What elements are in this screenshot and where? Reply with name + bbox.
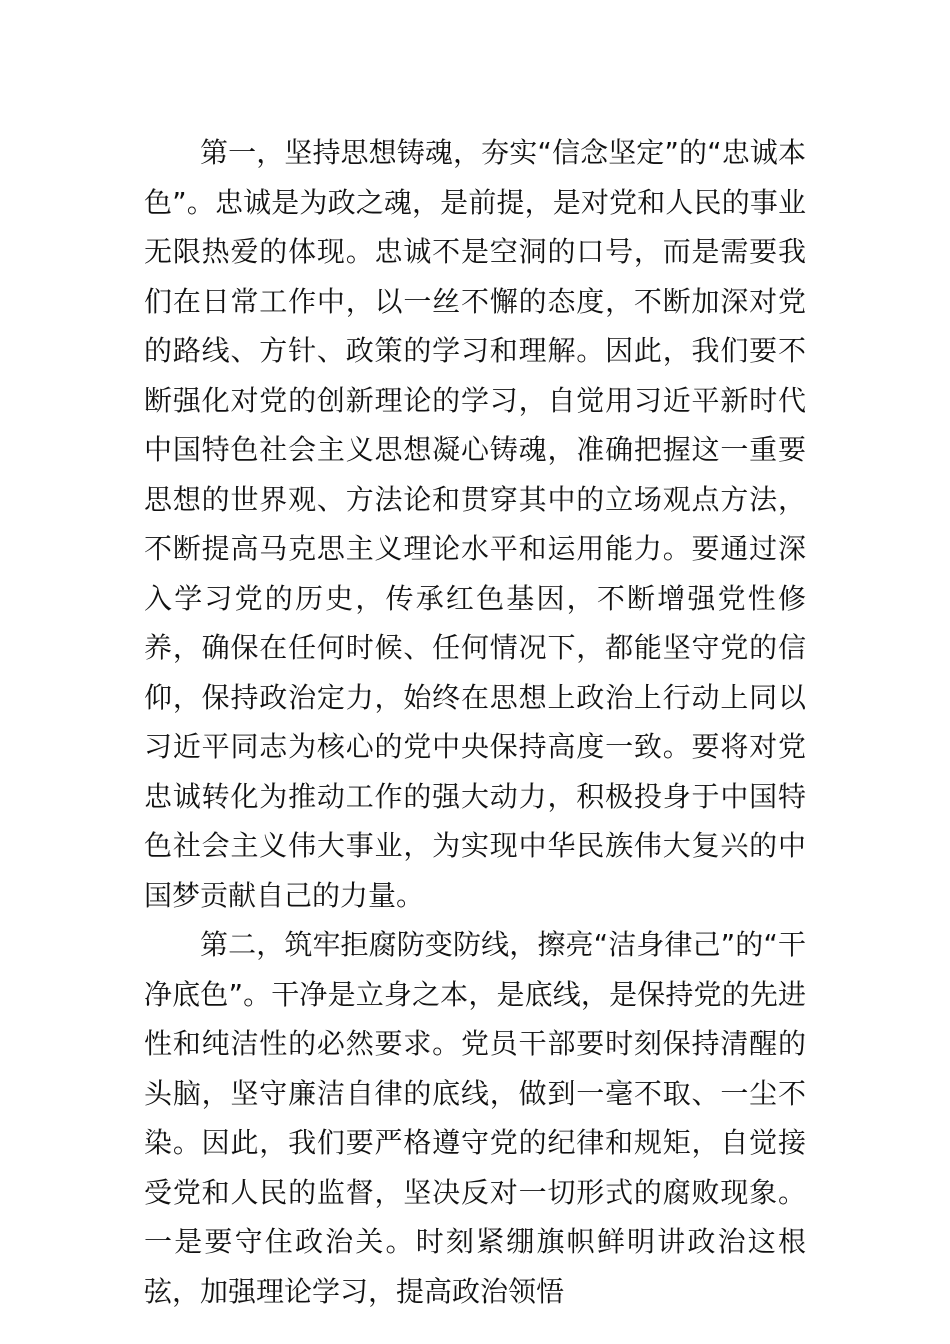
paragraph-2: 第二，筑牢拒腐防变防线，擦亮“洁身律己”的“干净底色”。干净是立身之本，是底线，是保持党的先进性和纯洁性的必然要求。党员干部要时刻保持清醒的头脑，坚守廉洁自律的底线，做到一毫不取、一尘不染。因此，我们要严格遵守党的纪律和规矩，自觉接受党和人民的监督，坚决反对一切形式的腐败现象。一是要守住政治关。时刻紧绷旗帜鲜明讲政治这根弦，加强理论学习，提高政治领悟 [144, 928, 806, 1308]
paragraph-1: 第一，坚持思想铸魂，夯实“信念坚定”的“忠诚本色”。忠诚是为政之魂，是前提，是对党和人民的事业无限热爱的体现。忠诚不是空洞的口号，而是需要我们在日常工作中，以一丝不懈的态度，不断加深对党的路线、方针、政策的学习和理解。因此，我们要不断强化对党的创新理论的学习，自觉用习近平新时代中国特色社会主义思想凝心铸魂，准确把握这一重要思想的世界观、方法论和贯穿其中的立场观点方法，不断提高马克思主义理论水平和运用能力。要通过深入学习党的历史，传承红色基因，不断增强党性修养，确保在任何时候、任何情况下，都能坚守党的信仰，保持政治定力，始终在思想上政治上行动上同以习近平同志为核心的党中央保持高度一致。要将对党忠诚转化为推动工作的强大动力，积极投身于中国特色社会主义伟大事业，为实现中华民族伟大复兴的中国梦贡献自己的力量。 [144, 136, 806, 912]
document-page [144, 128, 806, 1316]
